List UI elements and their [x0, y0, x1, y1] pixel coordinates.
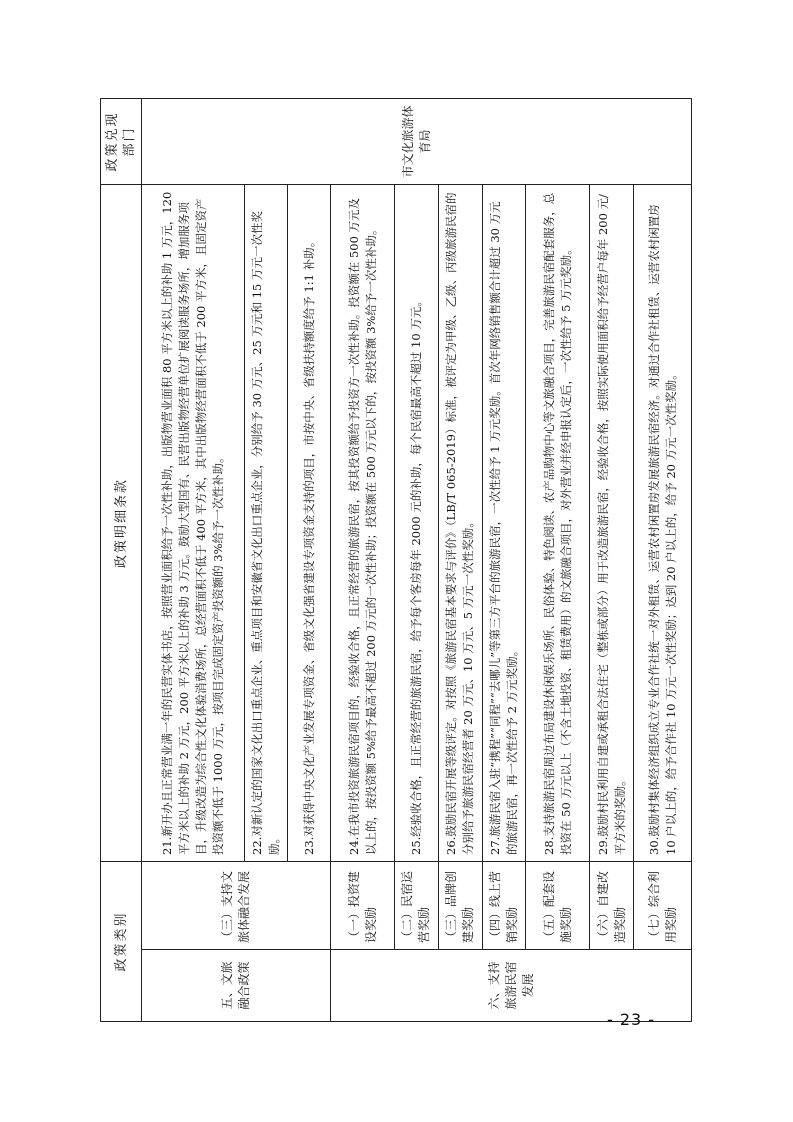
- policy-item: 23.对获得中央文化产业发展专项资金、省级文化强省建设专项资金支持的项目，市按中央、省级扶持额度给予 1:1 补助。: [288, 185, 331, 862]
- policy-item: 25.经验收合格，且正常经营的旅游民宿，给予每个客房每年 2000 元的补助，每个民宿最高不超过 10 万元。: [395, 185, 439, 862]
- table-row: [395, 99, 439, 1022]
- subcategory: （六）自建改造奖励: [590, 861, 634, 949]
- header-dept: 政策兑现部门: [101, 99, 142, 185]
- section-name: 六、支持旅游民宿发展: [331, 950, 692, 1022]
- policy-item: 30.鼓励村集体经济组织成立专业合作社统一对外租赁、运营农村闲置房发展旅游民宿经济。对通过合作社租赁、运营农村闲置房 10 户以上的，给予合作社 10 万元一次性奖励；达到 20 户以上的，给予 20 万元一次性奖励。: [634, 185, 692, 862]
- policy-item: 28.支持旅游民宿周边布局建设休闲娱乐场所、民俗体验、特色阅读、农产品购物中心等文旅融合项目，完善旅游民宿配套服务，总投资在 50 万元以上（不含土地投资、租赁费用）的文旅融合项目，对外营业并经申报认定后，一次性给予 5 万元奖励。: [526, 185, 590, 862]
- table-row: [590, 99, 634, 1022]
- table-row: [438, 99, 482, 1022]
- subcategory: （五）配套设施奖励: [526, 861, 590, 949]
- department: 市文化旅游体育局: [142, 99, 692, 185]
- section-name: 五、文旅融合政策: [142, 950, 331, 1022]
- page-number: - 23 -: [607, 1010, 656, 1029]
- policy-item: 26.鼓励民宿开展等级评定。对按照《旅游民宿基本要求与评价》（LB/T 065-2019）标准，被评定为甲级、乙级、丙级旅游民宿的分别给予旅游民宿经营者 20 万元、10 万元、5 万元一次性奖励。: [438, 185, 482, 862]
- table-row: [142, 99, 245, 1022]
- policy-item: 29.鼓励村民利用自建或承租合法住宅（整栋或部分）用于改造旅游民宿，经验收合格，按照实际使用面积给予经营户每年 200 元/平方米的奖励。: [590, 185, 634, 862]
- policy-item: 27.旅游民宿入驻“携程”“同程”“去哪儿”等第三方平台的旅游民宿，一次性给予 1 万元奖励。首次年网络销售额合计超过 30 万元的旅游民宿，再一次性给予 2 万元奖励。: [482, 185, 526, 862]
- subcategory: （三）品牌创建奖励: [438, 861, 482, 949]
- policy-table: [100, 98, 692, 1022]
- subcategory: （三）支持文旅体融合发展: [142, 861, 331, 949]
- policy-item: 22.对新认定的国家文化出口重点企业、重点项目和安徽省文化出口重点企业，分别给予 30 万元、25 万元和 15 万元一次性奖励。: [244, 185, 288, 862]
- policy-item: 24.在我市投资旅游民宿项目的，经验收合格，且正常经营的旅游民宿，按其投资额给予投资方一次性补助。投资额在 500 万元及以上的，按投资额 5%给予最高不超过 200 万元的一次性补助；投资额在 500 万元以下的，按投资额 3%给予一次性补助。: [331, 185, 395, 862]
- subcategory: （七）综合利用奖励: [634, 861, 692, 949]
- header-category: 政策类别: [101, 861, 142, 1021]
- table-header-row: [101, 99, 142, 1022]
- subcategory: （一）投资建设奖励: [331, 861, 395, 949]
- table-row: [526, 99, 590, 1022]
- policy-item: 21.新开办且正常营业满一年的民营实体书店，按照营业面积给予一次性补助，出版物营业面积 80 平方米以上的补助 1 万元，120 平方米以上的补助 2 万元，200 平方米以上的补助 3 万元。鼓励大型国有、民营出版物经营单位扩展阅读服务场所，增加服务项目，升级改造为综合性文化体验消费场所，总经营面积不低于 400 平方米，其中出版物经营面积不低于 200 平方米，且固定资产投资额不低于 1000 万元，按项目完成固定资产投资额的 3%给予一次性补助。: [142, 185, 245, 862]
- subcategory: （四）线上营销奖励: [482, 861, 526, 949]
- header-detail: 政策明细条款: [101, 185, 142, 862]
- table-row: [634, 99, 692, 1022]
- subcategory: （二）民宿运营奖励: [395, 861, 439, 949]
- rotated-content: [100, 98, 692, 1022]
- table-row: [331, 99, 395, 1022]
- table-row: [482, 99, 526, 1022]
